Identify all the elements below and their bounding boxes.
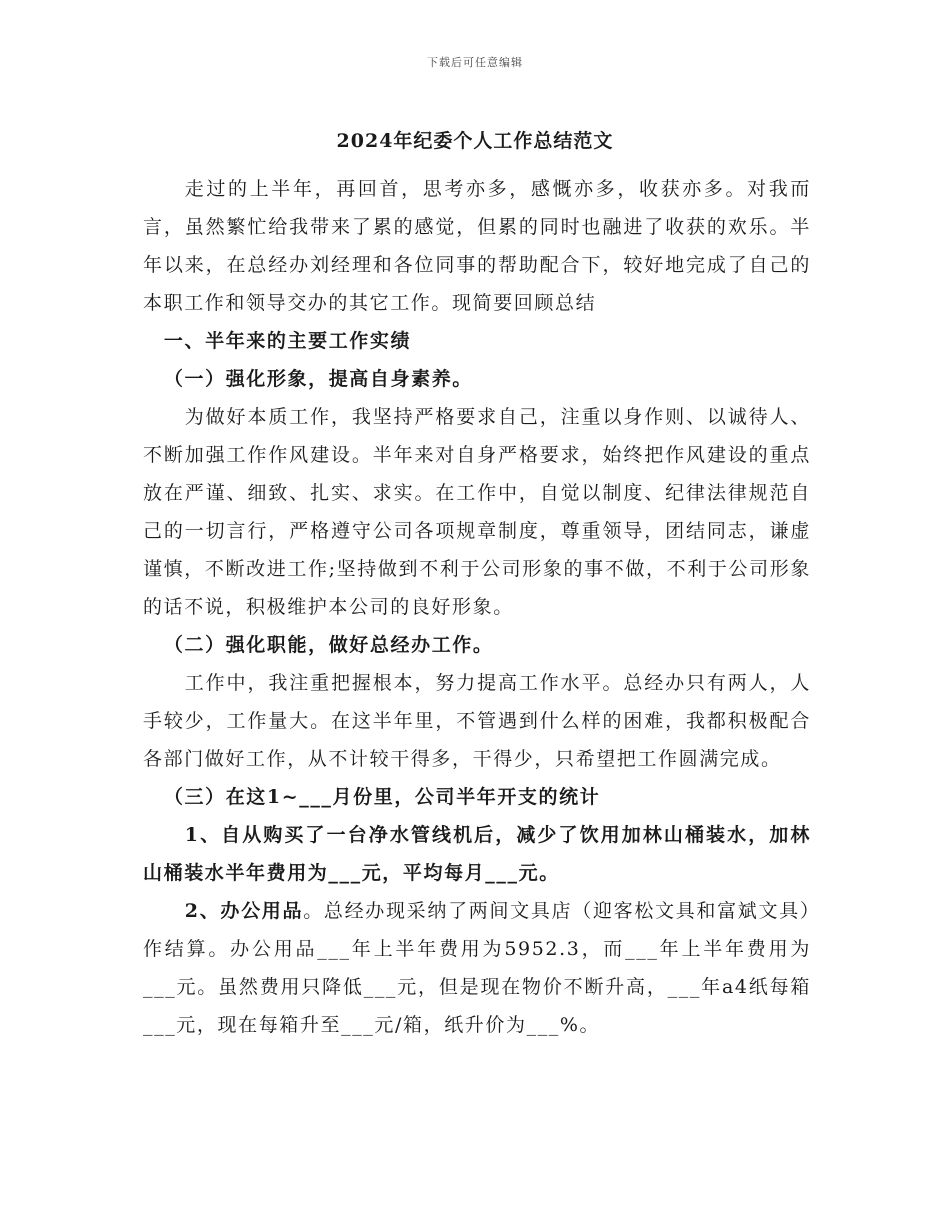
list-item-2 bbox=[143, 892, 811, 1044]
intro-paragraph: 走过的上半年，再回首，思考亦多，感慨亦多，收获亦多。对我而言，虽然繁忙给我带来了累的感觉，但累的同时也融进了收获的欢乐。半年以来，在总经办刘经理和各位同事的帮助配合下，较好地完成了自己的本职工作和领导交办的其它工作。现简要回顾总结 bbox=[143, 178, 811, 314]
paragraph-2: 工作中，我注重把握根本，努力提高工作水平。总经办只有两人，人手较少，工作量大。在这半年里，不管遇到什么样的困难，我都积极配合各部门做好工作，从不计较干得多，干得少，只希望把工作圆满完成。 bbox=[143, 672, 811, 770]
subheading-2: （二）强化职能，做好总经办工作。 bbox=[163, 634, 494, 656]
header-note: 下载后可任意编辑 bbox=[427, 56, 523, 69]
paragraph-1: 为做好本质工作，我坚持严格要求自己，注重以身作则、以诚待人、不断加强工作作风建设。半年来对自身严格要求，始终把作风建设的重点放在严谨、细致、扎实、求实。在工作中，自觉以制度、纪律法律规范自己的一切言行，严格遵守公司各项规章制度，尊重领导，团结同志，谦虚谨慎，不断改进工作;坚持做到不利于公司形象的事不做，不利于公司形象的话不说，积极维护本公司的良好形象。 bbox=[143, 406, 811, 618]
subheading-1: （一）强化形象，提高自身素养。 bbox=[163, 368, 473, 390]
list-item-2-lead: 2、办公用品 bbox=[184, 900, 304, 922]
document-body bbox=[143, 170, 811, 1044]
section-heading-1: 一、半年来的主要工作实绩 bbox=[163, 330, 412, 352]
document-title: 2024年纪委个人工作总结范文 bbox=[336, 130, 614, 152]
subheading-3: （三）在这1~___月份里，公司半年开支的统计 bbox=[163, 786, 601, 808]
list-item-1: 1、自从购买了一台净水管线机后，减少了饮用加林山桶装水，加林山桶装水半年费用为___元，平均每月___元。 bbox=[143, 824, 811, 884]
list-item-2-text: 。总经办现采纳了两间文具店（迎客松文具和富斌文具）作结算。办公用品___年上半年费用为5952.3，而___年上半年费用为___元。虽然费用只降低___元，但是现在物价不断升高，___年a4纸每箱___元，现在每箱升至___元/箱，纸升价为___%。 bbox=[143, 900, 811, 1036]
